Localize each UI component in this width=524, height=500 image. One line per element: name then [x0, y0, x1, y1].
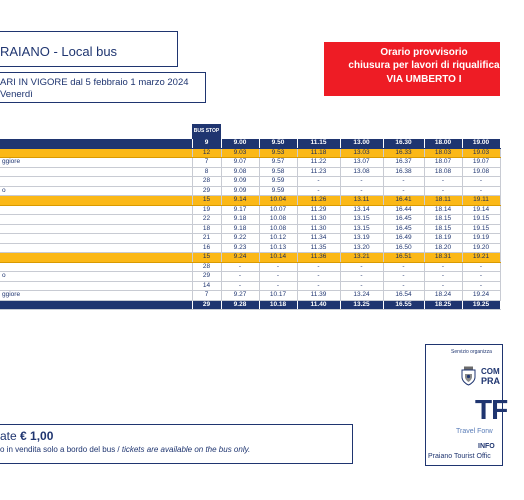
departure-time-cell: -	[383, 281, 424, 291]
bus-stop-number-cell: 7	[192, 158, 221, 168]
departure-time-cell: 9.59	[259, 186, 297, 196]
departure-time-cell: 9.00	[221, 139, 259, 148]
stop-name-cell	[0, 167, 192, 177]
departure-time-cell: 9.53	[259, 148, 297, 158]
departure-time-cell: 19.20	[462, 243, 500, 253]
departure-time-cell: 16.44	[383, 205, 424, 215]
bus-stop-number-cell: 18	[192, 224, 221, 234]
departure-time-cell: 13.15	[340, 215, 383, 225]
timetable-row	[0, 224, 500, 234]
departure-time-cell: 16.38	[383, 167, 424, 177]
departure-time-cell: 9.50	[259, 139, 297, 148]
departure-time-cell: 18.00	[424, 139, 462, 148]
timetable-row	[0, 215, 500, 225]
departure-time-cell: 13.07	[340, 158, 383, 168]
departure-time-cell: -	[340, 186, 383, 196]
crest-icon	[460, 366, 477, 386]
departure-time-cell: 11.23	[297, 167, 340, 177]
departure-time-cell: 19.08	[462, 167, 500, 177]
ticket-sale-note	[0, 445, 250, 454]
departure-time-cell: 13.25	[340, 300, 383, 310]
departure-time-cell: 10.12	[259, 234, 297, 244]
stop-name-cell	[0, 234, 192, 244]
timetable-row	[0, 148, 500, 158]
departure-time-cell: -	[297, 186, 340, 196]
departure-time-cell: 18.20	[424, 243, 462, 253]
departure-time-cell: 13.15	[340, 224, 383, 234]
departure-time-cell: 13.20	[340, 243, 383, 253]
departure-time-cell: 11.29	[297, 205, 340, 215]
departure-time-cell: 13.03	[340, 148, 383, 158]
timetable-body	[0, 139, 500, 310]
departure-time-cell: 11.36	[297, 253, 340, 263]
stop-name-cell	[0, 148, 192, 158]
bus-stop-number-cell: 21	[192, 234, 221, 244]
departure-time-cell: 19.00	[462, 139, 500, 148]
departure-time-cell: 9.59	[259, 177, 297, 187]
departure-time-cell: 13.00	[340, 139, 383, 148]
departure-time-cell: 13.11	[340, 196, 383, 206]
departure-time-cell: 10.04	[259, 196, 297, 206]
notice-line-1: Orario provvisorio	[380, 47, 468, 58]
departure-time-cell: 18.15	[424, 215, 462, 225]
validity-dates: ARI IN VIGORE dal 5 febbraio 1 marzo 2024	[0, 77, 189, 88]
comune-line-1: COM	[481, 367, 500, 376]
departure-time-cell: 16.55	[383, 300, 424, 310]
departure-time-cell: 10.08	[259, 224, 297, 234]
departure-time-cell: 18.25	[424, 300, 462, 310]
timetable-row	[0, 291, 500, 301]
timetable-footer-row	[0, 300, 500, 310]
bus-stop-number-cell: 9	[192, 139, 221, 148]
bus-stop-number-cell: 12	[192, 148, 221, 158]
departure-time-cell: -	[340, 272, 383, 282]
departure-time-cell: 9.09	[221, 186, 259, 196]
departure-time-cell: 9.03	[221, 148, 259, 158]
departure-time-cell: -	[340, 177, 383, 187]
stop-name-cell	[0, 262, 192, 272]
departure-time-cell: 9.17	[221, 205, 259, 215]
departure-time-cell: -	[383, 272, 424, 282]
fare-price: € 1,00	[20, 429, 54, 443]
departure-time-cell: 18.03	[424, 148, 462, 158]
departure-time-cell: 18.14	[424, 205, 462, 215]
departure-time-cell: 18.15	[424, 224, 462, 234]
provisional-notice	[324, 42, 500, 96]
departure-time-cell: -	[221, 262, 259, 272]
tourist-office-label: Praiano Tourist Offic	[428, 453, 491, 460]
fare-label: ate	[0, 429, 17, 443]
timetable-row	[0, 167, 500, 177]
departure-time-cell: 11.15	[297, 139, 340, 148]
timetable-row	[0, 205, 500, 215]
departure-time-cell: 11.26	[297, 196, 340, 206]
departure-time-cell: 18.19	[424, 234, 462, 244]
departure-time-cell: -	[424, 262, 462, 272]
departure-time-cell: 16.41	[383, 196, 424, 206]
bus-stop-column-header: BUS STOP	[192, 124, 221, 139]
departure-time-cell: 11.30	[297, 224, 340, 234]
departure-time-cell: 9.24	[221, 253, 259, 263]
departure-time-cell: 13.14	[340, 205, 383, 215]
departure-time-cell: 9.28	[221, 300, 259, 310]
bus-stop-number-cell: 16	[192, 243, 221, 253]
organizer-label: Servizio organizza	[451, 349, 492, 355]
bus-stop-number-cell: 15	[192, 253, 221, 263]
stop-name-cell: ggiore	[0, 158, 192, 168]
departure-time-cell: 11.18	[297, 148, 340, 158]
stop-name-cell	[0, 224, 192, 234]
departure-time-cell: 9.14	[221, 196, 259, 206]
departure-time-cell: 16.50	[383, 243, 424, 253]
departure-time-cell: 11.34	[297, 234, 340, 244]
stop-name-cell	[0, 281, 192, 291]
timetable-row	[0, 262, 500, 272]
bus-stop-number-cell: 28	[192, 262, 221, 272]
departure-time-cell: 19.19	[462, 234, 500, 244]
departure-time-cell: 18.11	[424, 196, 462, 206]
stop-name-cell	[0, 300, 192, 310]
stop-name-cell	[0, 253, 192, 263]
departure-time-cell: 10.08	[259, 215, 297, 225]
departure-time-cell: 19.11	[462, 196, 500, 206]
departure-time-cell: 9.18	[221, 215, 259, 225]
departure-time-cell: 9.27	[221, 291, 259, 301]
timetable-row	[0, 253, 500, 263]
departure-time-cell: -	[221, 281, 259, 291]
departure-time-cell: 19.21	[462, 253, 500, 263]
departure-time-cell: 16.33	[383, 148, 424, 158]
departure-time-cell: 19.15	[462, 215, 500, 225]
departure-time-cell: -	[424, 281, 462, 291]
departure-time-cell: 9.58	[259, 167, 297, 177]
departure-time-cell: -	[297, 262, 340, 272]
departure-time-cell: 9.08	[221, 167, 259, 177]
ticket-sale-en: tickets are available on the bus only.	[121, 445, 251, 454]
departure-time-cell: 16.30	[383, 139, 424, 148]
departure-time-cell: -	[462, 262, 500, 272]
departure-time-cell: -	[259, 262, 297, 272]
departure-time-cell: 16.51	[383, 253, 424, 263]
bus-stop-number-cell: 22	[192, 215, 221, 225]
timetable-row	[0, 281, 500, 291]
fare-line	[0, 429, 53, 443]
stop-name-cell: o	[0, 186, 192, 196]
departure-time-cell: 19.03	[462, 148, 500, 158]
tf-logo: TF	[475, 394, 508, 425]
notice-line-2: chiusura per lavori di riqualifica	[348, 60, 500, 71]
stop-name-cell: o	[0, 272, 192, 282]
departure-time-cell: 10.18	[259, 300, 297, 310]
departure-time-cell: 19.15	[462, 224, 500, 234]
departure-time-cell: 9.23	[221, 243, 259, 253]
timetable-row	[0, 158, 500, 168]
departure-time-cell: 16.37	[383, 158, 424, 168]
departure-time-cell: -	[340, 281, 383, 291]
bus-stop-number-cell: 14	[192, 281, 221, 291]
departure-time-cell: -	[424, 186, 462, 196]
departure-time-cell: -	[383, 186, 424, 196]
stop-name-cell	[0, 196, 192, 206]
departure-time-cell: -	[383, 262, 424, 272]
departure-time-cell: 16.45	[383, 224, 424, 234]
bus-stop-number-cell: 29	[192, 186, 221, 196]
bus-stop-number-cell: 7	[192, 291, 221, 301]
tf-tagline: Travel Forw	[456, 428, 493, 435]
departure-time-cell: 10.13	[259, 243, 297, 253]
departure-time-cell: -	[462, 186, 500, 196]
departure-time-cell: 19.25	[462, 300, 500, 310]
stop-name-cell: ggiore	[0, 291, 192, 301]
departure-time-cell: -	[424, 177, 462, 187]
comune-line-2: PRA	[481, 376, 501, 386]
departure-time-cell: -	[462, 272, 500, 282]
bus-stop-number-cell: 29	[192, 300, 221, 310]
page-title: RAIANO - Local bus	[0, 44, 118, 59]
notice-line-3: VIA UMBERTO I	[386, 74, 462, 85]
departure-time-cell: -	[383, 177, 424, 187]
departure-time-cell: 9.07	[221, 158, 259, 168]
departure-time-cell: 10.07	[259, 205, 297, 215]
departure-time-cell: -	[259, 272, 297, 282]
departure-time-cell: 10.14	[259, 253, 297, 263]
departure-time-cell: 16.45	[383, 215, 424, 225]
departure-time-cell: -	[462, 177, 500, 187]
timetable-row	[0, 234, 500, 244]
ticket-sale-it: o in vendita solo a bordo del bus /	[0, 445, 122, 454]
departure-time-cell: -	[424, 272, 462, 282]
departure-time-cell: 11.30	[297, 215, 340, 225]
departure-time-cell: 18.07	[424, 158, 462, 168]
departure-time-cell: 10.17	[259, 291, 297, 301]
departure-time-cell: -	[221, 272, 259, 282]
departure-time-cell: 13.21	[340, 253, 383, 263]
departure-time-cell: 13.19	[340, 234, 383, 244]
departure-time-cell: 11.22	[297, 158, 340, 168]
departure-time-cell: 18.31	[424, 253, 462, 263]
departure-time-cell: -	[340, 262, 383, 272]
departure-time-cell: 18.08	[424, 167, 462, 177]
departure-time-cell: 9.57	[259, 158, 297, 168]
info-label: INFO	[478, 443, 495, 450]
stop-name-cell	[0, 177, 192, 187]
departure-time-cell: -	[259, 281, 297, 291]
bus-stop-number-cell: 15	[192, 196, 221, 206]
departure-time-cell: -	[462, 281, 500, 291]
timetable-row	[0, 272, 500, 282]
departure-time-cell: -	[297, 177, 340, 187]
timetable-row	[0, 196, 500, 206]
departure-time-cell: 11.40	[297, 300, 340, 310]
departure-time-cell: 19.07	[462, 158, 500, 168]
departure-time-cell: 13.24	[340, 291, 383, 301]
validity-days: Venerdì	[0, 89, 33, 100]
departure-time-cell: 18.24	[424, 291, 462, 301]
timetable-row	[0, 177, 500, 187]
departure-time-cell: 13.08	[340, 167, 383, 177]
departure-time-cell: 16.54	[383, 291, 424, 301]
timetable-row	[0, 243, 500, 253]
stop-name-cell	[0, 243, 192, 253]
departure-time-cell: -	[297, 281, 340, 291]
departure-time-cell: 11.39	[297, 291, 340, 301]
timetable	[0, 139, 501, 310]
departure-time-cell: 9.18	[221, 224, 259, 234]
timetable-header-row	[0, 139, 500, 148]
bus-stop-number-cell: 28	[192, 177, 221, 187]
departure-time-cell: -	[297, 272, 340, 282]
timetable-row	[0, 186, 500, 196]
departure-time-cell: 19.24	[462, 291, 500, 301]
departure-time-cell: 9.09	[221, 177, 259, 187]
bus-stop-number-cell: 29	[192, 272, 221, 282]
bus-stop-number-cell: 8	[192, 167, 221, 177]
departure-time-cell: 9.22	[221, 234, 259, 244]
departure-time-cell: 11.35	[297, 243, 340, 253]
departure-time-cell: 19.14	[462, 205, 500, 215]
stop-name-cell	[0, 215, 192, 225]
bus-stop-number-cell: 19	[192, 205, 221, 215]
stop-name-cell	[0, 139, 192, 148]
departure-time-cell: 16.49	[383, 234, 424, 244]
stop-name-cell	[0, 205, 192, 215]
